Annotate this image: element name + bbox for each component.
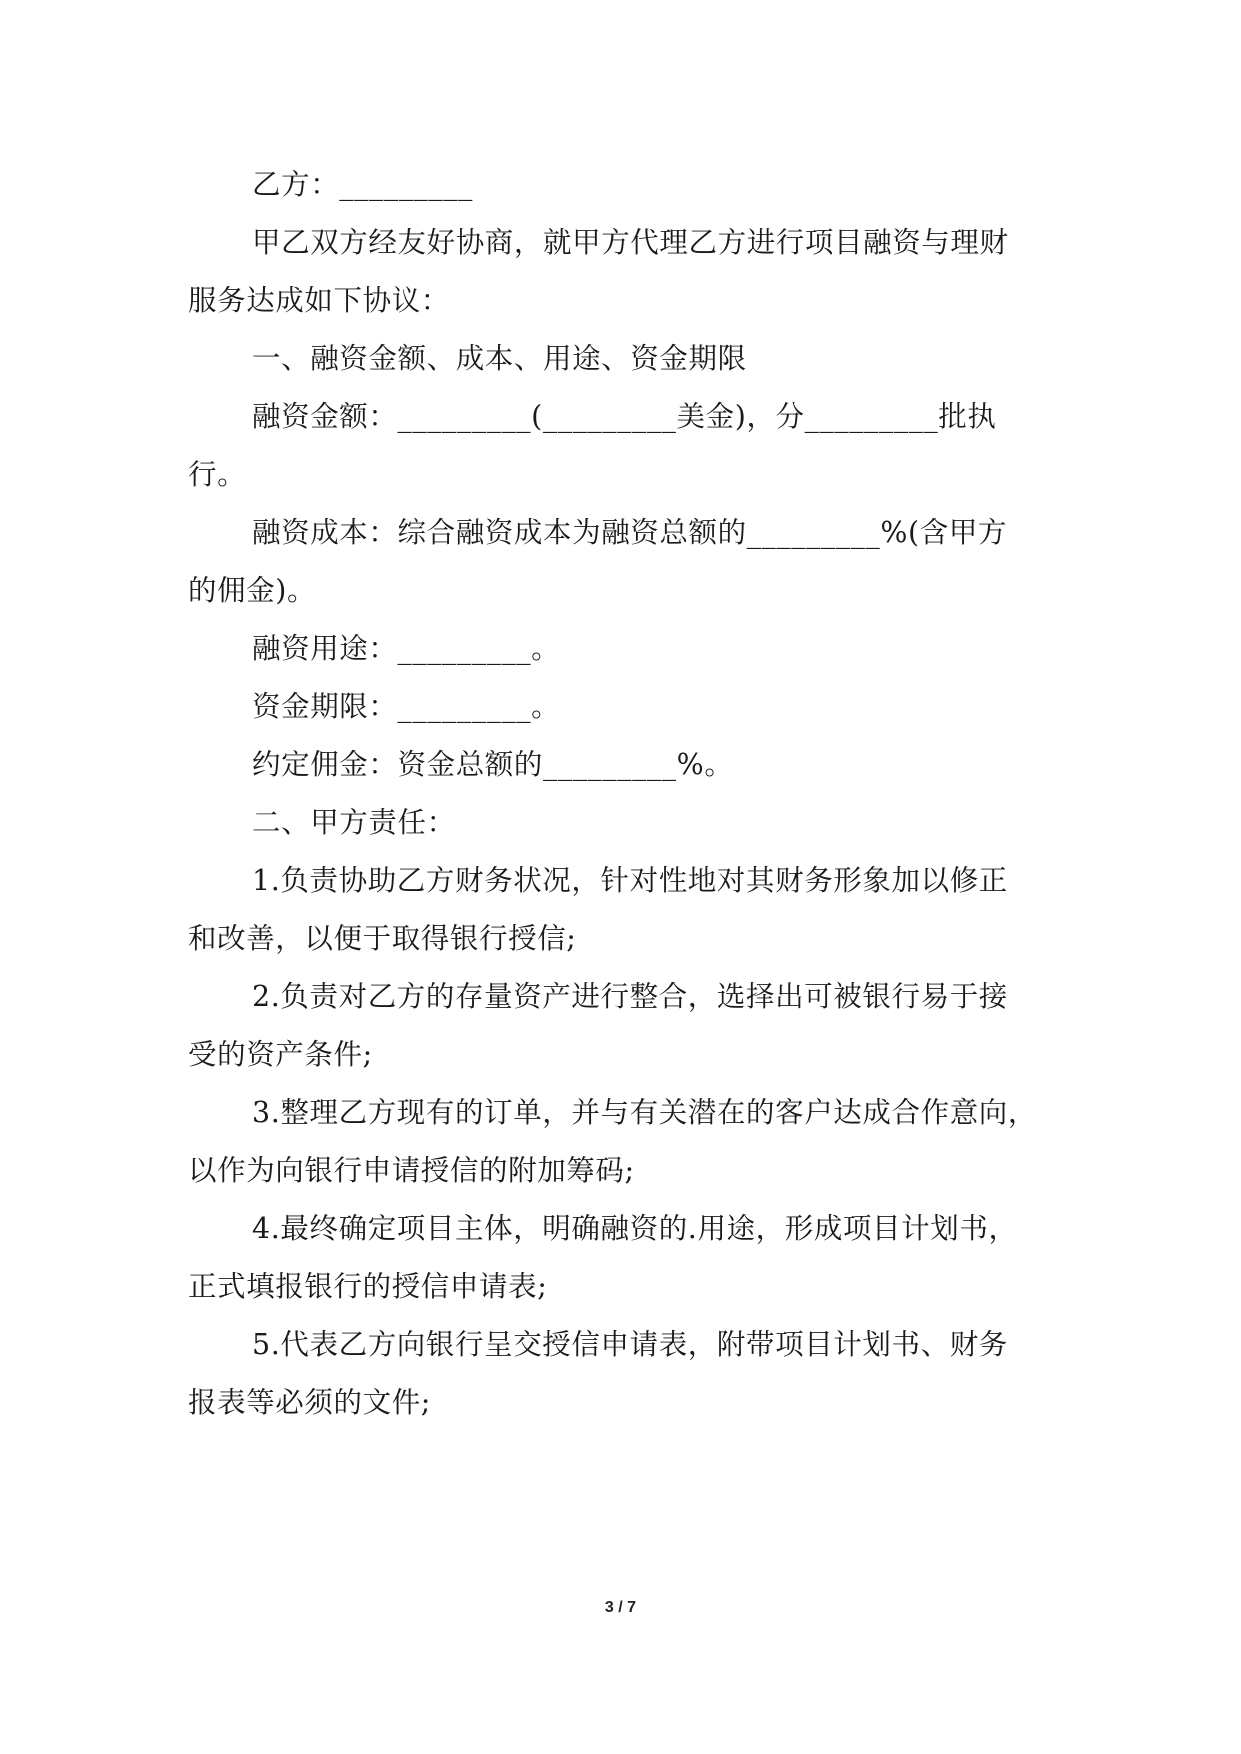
duty-2-line-2: 受的资产条件;: [188, 1038, 373, 1071]
financing-cost-line-1: 融资成本：综合融资成本为融资总额的_________%(含甲方: [252, 516, 1008, 549]
party-b-line: 乙方：_________: [252, 168, 473, 201]
financing-use-line: 融资用途：_________。: [252, 632, 561, 665]
duty-3-line-2: 以作为向银行申请授信的附加筹码;: [188, 1154, 635, 1187]
duty-2-line-1: 2.负责对乙方的存量资产进行整合，选择出可被银行易于接: [252, 980, 1008, 1013]
financing-amount-line-1: 融资金额：_________(_________美金)，分_________批执: [252, 400, 997, 433]
section-1-heading: 一、融资金额、成本、用途、资金期限: [252, 342, 747, 375]
section-2-heading: 二、甲方责任：: [252, 806, 456, 839]
duty-5-line-1: 5.代表乙方向银行呈交授信申请表，附带项目计划书、财务: [252, 1328, 1008, 1361]
financing-amount-line-2: 行。: [188, 458, 247, 491]
funding-term-line: 资金期限：_________。: [252, 690, 561, 723]
agreed-commission-line: 约定佣金：资金总额的_________%。: [252, 748, 734, 781]
duty-5-line-2: 报表等必须的文件;: [188, 1386, 432, 1419]
duty-3-line-1: 3.整理乙方现有的订单，并与有关潜在的客户达成合作意向，: [252, 1096, 1037, 1129]
intro-paragraph-line-1: 甲乙双方经友好协商，就甲方代理乙方进行项目融资与理财: [252, 226, 1009, 259]
duty-4-line-1: 4.最终确定项目主体，明确融资的.用途，形成项目计划书，: [252, 1212, 1018, 1245]
page-number: 3 / 7: [604, 1599, 637, 1616]
duty-1-line-1: 1.负责协助乙方财务状况，针对性地对其财务形象加以修正: [252, 864, 1008, 897]
duty-4-line-2: 正式填报银行的授信申请表;: [188, 1270, 548, 1303]
financing-cost-line-2: 的佣金)。: [188, 574, 317, 607]
intro-paragraph-line-2: 服务达成如下协议：: [188, 284, 450, 317]
duty-1-line-2: 和改善，以便于取得银行授信;: [188, 922, 577, 955]
